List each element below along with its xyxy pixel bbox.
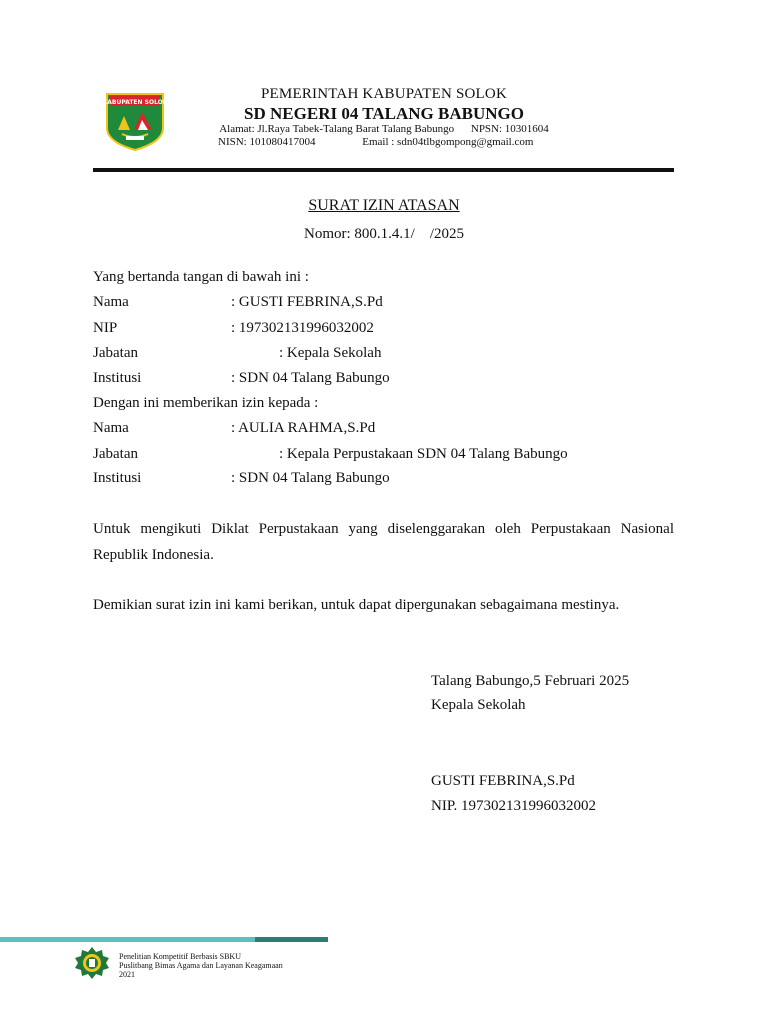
intro-text: Yang bertanda tangan di bawah ini :: [93, 269, 309, 285]
recipient-name-value: : AULIA RAHMA,S.Pd: [231, 420, 376, 436]
school-contact-line: [218, 136, 533, 148]
signer-title: Kepala Sekolah: [431, 697, 526, 713]
footer-bar-light: [0, 937, 255, 942]
school-name: SD NEGERI 04 TALANG BABUNGO: [244, 104, 524, 123]
signer-nip-label: NIP: [93, 320, 118, 336]
signer-institution-label: Institusi: [93, 370, 142, 386]
signer-institution-value: : SDN 04 Talang Babungo: [231, 370, 390, 386]
school-email: Email : sdn04tlbgompong@gmail.com: [362, 136, 534, 148]
recipient-institution-label: Institusi: [93, 470, 142, 486]
svg-text:KABUPATEN SOLOK: KABUPATEN SOLOK: [104, 99, 166, 106]
letterhead-divider: [93, 168, 674, 172]
school-npsn: NPSN: 10301604: [470, 123, 549, 135]
recipient-institution-value: : SDN 04 Talang Babungo: [231, 470, 390, 486]
footer-bar-dark: [255, 937, 328, 942]
footer-line-1: Penelitian Kompetitif Berbasis SBKU: [119, 952, 241, 961]
footer-line-2: Puslitbang Bimas Agama dan Layanan Keagamaan: [119, 961, 283, 970]
purpose-paragraph: Untuk mengikuti Diklat Perpustakaan yang diselenggarakan oleh Perpustakaan Nasional Republik Indonesia.: [93, 521, 674, 563]
school-address-line: [200, 123, 568, 135]
government-title: PEMERINTAH KABUPATEN SOLOK: [261, 86, 507, 102]
letter-number: Nomor: 800.1.4.1/ /2025: [304, 226, 464, 242]
school-address: Alamat: Jl.Raya Tabek-Talang Barat Talang Babungo: [219, 123, 455, 135]
school-nisn: NISN: 101080417004: [218, 136, 316, 148]
signature-name: GUSTI FEBRINA,S.Pd: [431, 773, 575, 789]
recipient-position-value: : Kepala Perpustakaan SDN 04 Talang Babungo: [279, 446, 568, 462]
recipient-name-label: Nama: [93, 420, 129, 436]
permit-intro-text: Dengan ini memberikan izin kepada :: [93, 395, 319, 411]
signer-nip-value: : 197302131996032002: [231, 320, 374, 336]
signer-name-label: Nama: [93, 294, 129, 310]
signature-nip: NIP. 197302131996032002: [431, 798, 597, 814]
place-date: Talang Babungo,5 Februari 2025: [431, 673, 630, 689]
signer-position-label: Jabatan: [93, 345, 138, 361]
footer-line-3: 2021: [119, 970, 135, 979]
ministry-logo: [74, 946, 110, 980]
signer-name-value: : GUSTI FEBRINA,S.Pd: [231, 294, 383, 310]
letter-title: SURAT IZIN ATASAN: [308, 197, 460, 214]
regency-logo: [104, 88, 166, 152]
recipient-position-label: Jabatan: [93, 446, 138, 462]
signer-position-value: : Kepala Sekolah: [279, 345, 382, 361]
closing-paragraph: Demikian surat izin ini kami berikan, untuk dapat dipergunakan sebagaimana mestinya.: [93, 597, 620, 613]
